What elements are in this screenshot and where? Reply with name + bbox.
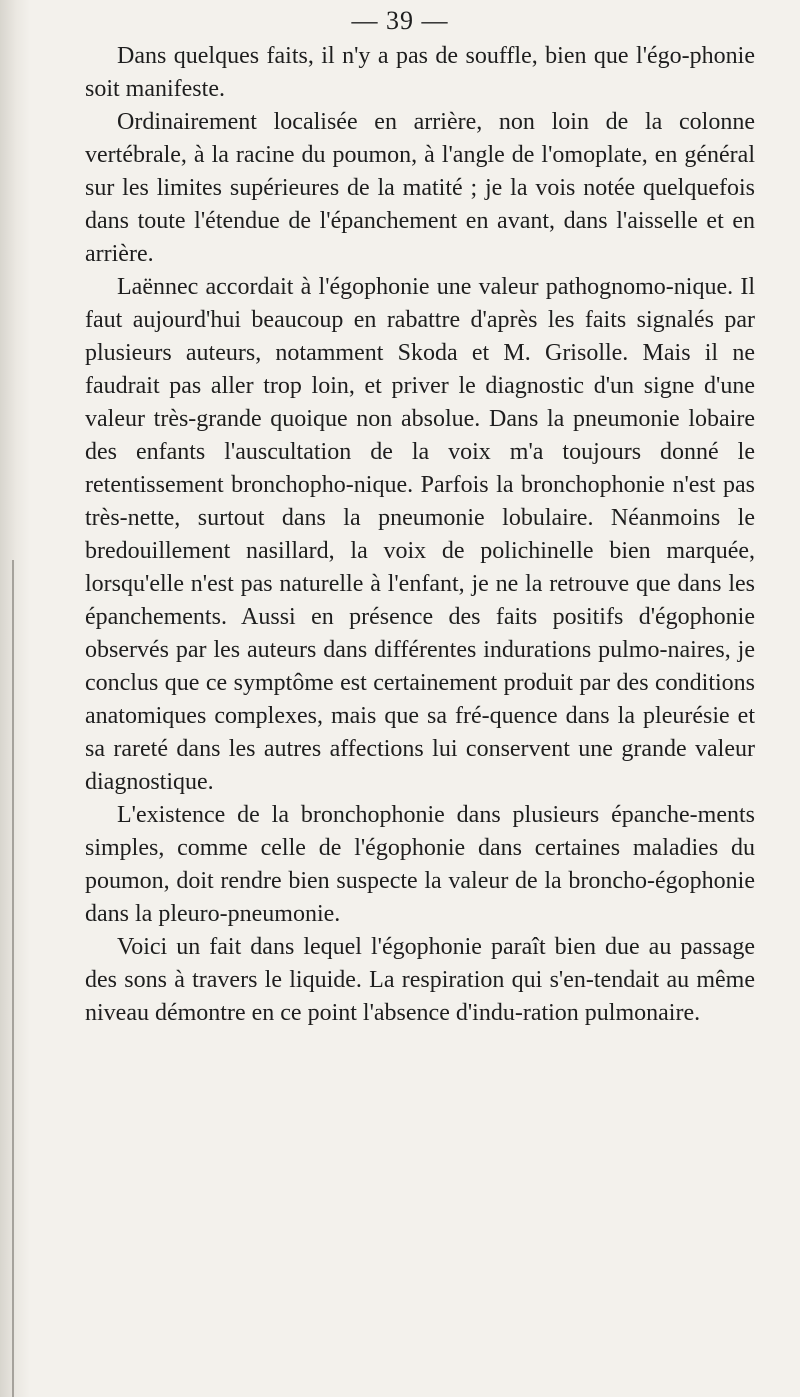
body-text <box>85 40 755 1030</box>
paragraph-laennec: Laënnec accordait à l'égophonie une valeur pathognomo-nique. Il faut aujourd'hui beaucoup en rabattre d'après les faits signalés par plusieurs auteurs, notamment Skoda et M. Grisolle. Mais il ne faudrait pas aller trop loin, et priver le diagnostic d'un signe d'une valeur très-grande quoique non absolue. Dans la pneumonie lobaire des enfants l'auscultation de la voix m'a toujours donné le retentissement bronchopho-nique. Parfois la bronchophonie n'est pas très-nette, surtout dans la pneumonie lobulaire. Néanmoins le bredouillement nasillard, la voix de polichinelle bien marquée, lorsqu'elle n'est pas naturelle à l'enfant, je ne la retrouve que dans les épanchements. Aussi en présence des faits positifs d'égophonie observés par les auteurs dans différentes indurations pulmo-naires, je conclus que ce symptôme est certainement produit par des conditions anatomiques complexes, mais que sa fré-quence dans la pleurésie et sa rareté dans les autres affections lui conservent une grande valeur diagnostique. <box>85 274 755 795</box>
paragraph-voici-un-fait: Voici un fait dans lequel l'égophonie paraît bien due au passage des sons à travers le liquide. La respiration qui s'en-tendait au même niveau démontre en ce point l'absence d'indu-ration pulmonaire. <box>85 934 755 1026</box>
paragraph-localisation: Ordinairement localisée en arrière, non loin de la colonne vertébrale, à la racine du poumon, à l'angle de l'omoplate, en général sur les limites supérieures de la matité ; je la vois notée quelquefois dans toute l'étendue de l'épanchement en avant, dans l'aisselle et en arrière. <box>85 109 755 267</box>
page-number: — 39 — <box>351 6 449 35</box>
page-gutter-shadow <box>0 0 30 1397</box>
binding-edge-line <box>12 560 14 1397</box>
paragraph-bronchophonie: L'existence de la bronchophonie dans plusieurs épanche-ments simples, comme celle de l'égophonie dans certaines maladies du poumon, doit rendre bien suspecte la valeur de la broncho-égophonie dans la pleuro-pneumonie. <box>85 802 755 927</box>
paragraph-egophonie-souffle: Dans quelques faits, il n'y a pas de souffle, bien que l'égo-phonie soit manifeste. <box>85 43 755 102</box>
